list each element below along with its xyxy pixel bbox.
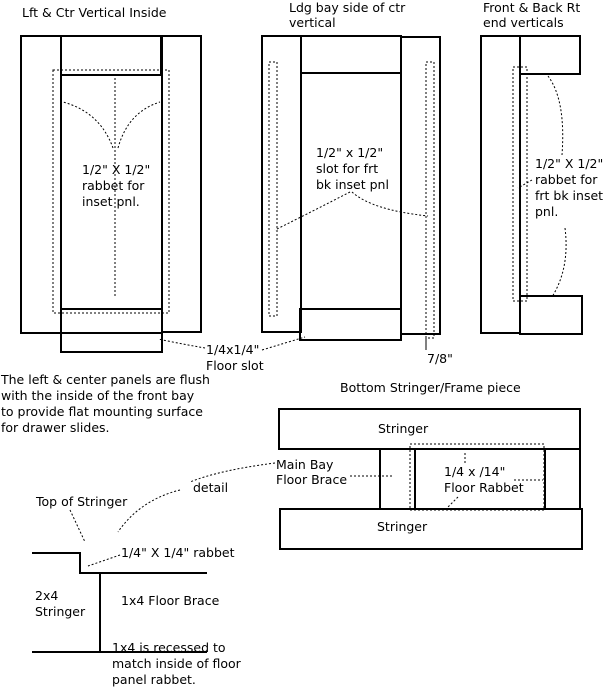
main-bay-line2: Floor Brace [276,472,348,487]
note-line2: with the inside of the front bay [1,388,195,403]
panel2-title-l1: Ldg bay side of ctr [289,0,406,15]
panel1-title: Lft & Ctr Vertical Inside [22,5,167,20]
rabbet3-line2: rabbet for [535,172,598,187]
floor-slot-line2: Floor slot [206,358,264,373]
stringer-bottom-label: Stringer [377,519,428,534]
floor-slot-callout [158,337,453,373]
rabbet1-line1: 1/2" X 1/2" [82,162,151,177]
rabbet3-line1: 1/2" X 1/2" [535,156,604,171]
rabbet-small-label: 1/4" X 1/4" rabbet [121,545,235,560]
stringer-detail [32,494,242,687]
bottom-title: Bottom Stringer/Frame piece [340,380,521,395]
floor-brace-label: 1x4 Floor Brace [121,593,220,608]
stringer-top-label: Stringer [378,421,429,436]
floor-slot-line1: 1/4x1/4" [206,342,260,357]
recess-note-line1: 1x4 is recessed to [112,640,226,655]
note-line1: The left & center panels are flush [1,372,210,387]
recess-note-line3: panel rabbet. [112,672,196,687]
main-bay-line1: Main Bay [276,457,334,472]
slot2-line1: 1/2" x 1/2" [316,145,384,160]
panel3-title-l1: Front & Back Rt [483,0,581,15]
bottom-stringer-frame [276,380,582,549]
panel2-title-l2: vertical [289,15,336,30]
slot2-line2: slot for frt [316,161,379,176]
rabbet1-line2: rabbet for [82,178,145,193]
two-by-four-line2: Stringer [35,604,86,619]
recess-note-line2: match inside of floor [112,656,241,671]
detail-label: detail [193,480,229,495]
panel-front-back-right-end [481,0,603,334]
floor-rabbet-line1: 1/4 x /14" [444,464,506,479]
panel-landing-bay-vertical [262,0,440,340]
slot2-line3: bk inset pnl [316,177,389,192]
floor-rabbet-line2: Floor Rabbet [444,480,524,495]
note-line4: for drawer slides. [1,420,110,435]
seven-eighths-label: 7/8" [427,351,453,366]
flush-note [0,372,210,435]
top-of-stringer-label: Top of Stringer [36,494,128,509]
rabbet3-line3: frt bk inset [535,188,604,203]
note-line3: to provide flat mounting surface [1,404,203,419]
rabbet1-line3: inset pnl. [82,194,140,209]
two-by-four-line1: 2x4 [35,588,59,603]
rabbet3-line4: pnl. [535,204,559,219]
panel-left-center-vertical [21,5,201,352]
panel3-title-l2: end verticals [483,15,564,30]
detail-callout [118,463,275,532]
